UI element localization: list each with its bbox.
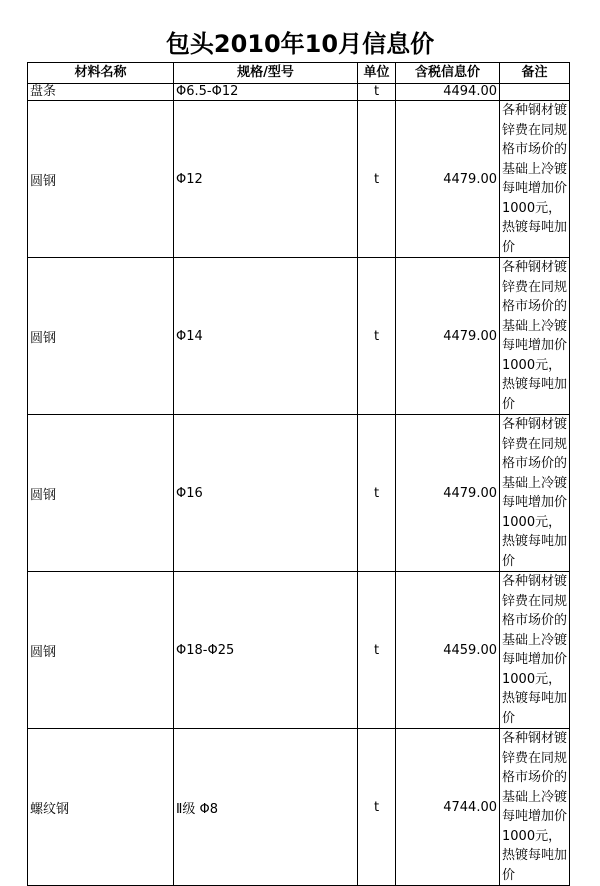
table-header-row — [28, 63, 570, 84]
table-row — [28, 729, 570, 886]
cell-unit: t — [358, 258, 396, 415]
cell-unit: t — [358, 415, 396, 572]
cell-material-name: 螺纹钢 — [28, 729, 174, 886]
cell-remarks — [500, 84, 570, 101]
cell-price: 4479.00 — [396, 415, 500, 572]
cell-unit: t — [358, 84, 396, 101]
table-row — [28, 84, 570, 101]
page-title: 包头2010年10月信息价 — [165, 30, 435, 58]
price-table — [27, 62, 570, 886]
cell-material-name: 盘条 — [28, 84, 174, 101]
cell-price: 4479.00 — [396, 258, 500, 415]
cell-price: 4459.00 — [396, 572, 500, 729]
cell-spec-model: Φ12 — [174, 101, 358, 258]
cell-spec-model: Φ16 — [174, 415, 358, 572]
cell-spec-model: Φ18-Φ25 — [174, 572, 358, 729]
cell-spec-model: Ⅱ级 Φ8 — [174, 729, 358, 886]
header-material-name: 材料名称 — [28, 63, 174, 84]
table-row — [28, 415, 570, 572]
cell-spec-model: Φ6.5-Φ12 — [174, 84, 358, 101]
cell-price: 4744.00 — [396, 729, 500, 886]
cell-remarks: 各种钢材镀锌费在同规格市场价的基础上冷镀每吨增加价1000元，热镀每吨加价 — [500, 415, 570, 572]
table-row — [28, 572, 570, 729]
cell-price: 4494.00 — [396, 84, 500, 101]
cell-material-name: 圆钢 — [28, 572, 174, 729]
cell-unit: t — [358, 572, 396, 729]
cell-remarks: 各种钢材镀锌费在同规格市场价的基础上冷镀每吨增加价1000元，热镀每吨加价 — [500, 572, 570, 729]
header-remarks: 备注 — [500, 63, 570, 84]
cell-material-name: 圆钢 — [28, 415, 174, 572]
cell-remarks: 各种钢材镀锌费在同规格市场价的基础上冷镀每吨增加价1000元，热镀每吨加价 — [500, 258, 570, 415]
cell-price: 4479.00 — [396, 101, 500, 258]
header-tax-included-price: 含税信息价 — [396, 63, 500, 84]
cell-unit: t — [358, 101, 396, 258]
header-unit: 单位 — [358, 63, 396, 84]
cell-material-name: 圆钢 — [28, 258, 174, 415]
header-spec-model: 规格/型号 — [174, 63, 358, 84]
table-row — [28, 258, 570, 415]
cell-remarks: 各种钢材镀锌费在同规格市场价的基础上冷镀每吨增加价1000元，热镀每吨加价 — [500, 101, 570, 258]
cell-spec-model: Φ14 — [174, 258, 358, 415]
cell-unit: t — [358, 729, 396, 886]
table-row — [28, 101, 570, 258]
cell-material-name: 圆钢 — [28, 101, 174, 258]
cell-remarks: 各种钢材镀锌费在同规格市场价的基础上冷镀每吨增加价1000元，热镀每吨加价 — [500, 729, 570, 886]
